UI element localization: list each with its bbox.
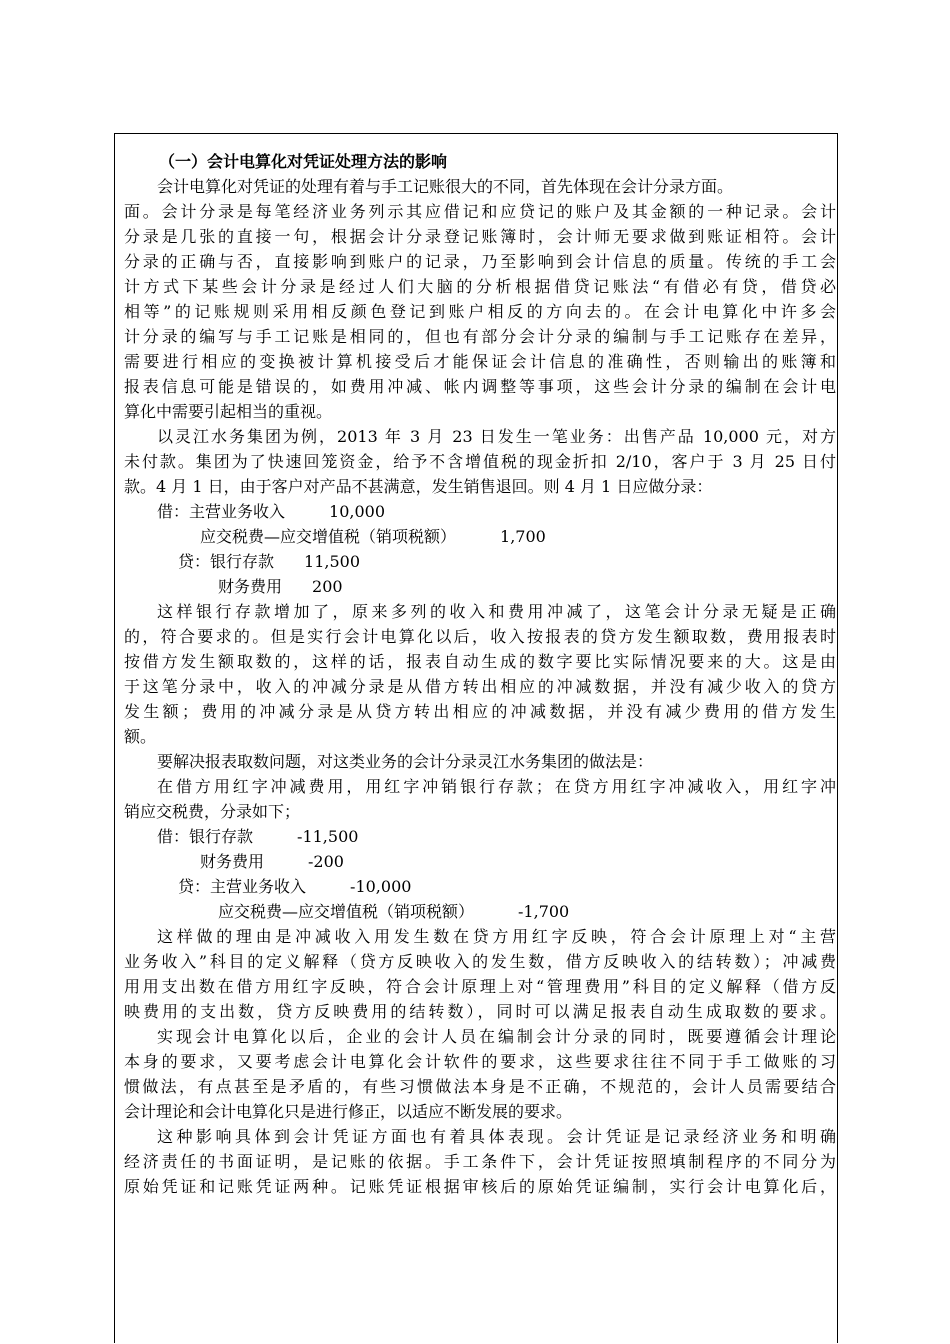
paragraph-line: 未付款。集团为了快速回笼资金，给予不含增值税的现金折扣 2/10，客户于 3 月 25 日付 [124, 452, 836, 471]
paragraph-line: 经济责任的书面证明，是记账的依据。手工条件下，会计凭证按照填制程序的不同分为 [124, 1152, 836, 1171]
account-name: 应交税费—应交增值税（销项税额） [200, 527, 457, 546]
journal-entry-line [157, 825, 358, 850]
account-name: 银行存款 [189, 827, 254, 846]
amount: -11,500 [297, 827, 359, 846]
paragraph-line: 映费用的支出数，贷方反映费用的结转数），同时可以满足报表自动生成取数的要求。 [124, 1002, 836, 1021]
paragraph-line: 算化中需要引起相当的重视。 [124, 402, 333, 421]
paragraph-line: 面。会计分录是每笔经济业务列示其应借记和应贷记的账户及其金额的一种记录。会计 [124, 202, 836, 221]
account-name: 财务费用 [200, 852, 265, 871]
paragraph-line: 分录的正确与否，直接影响到账户的记录，乃至影响到会计信息的质量。传统的手工会 [124, 252, 836, 271]
section-heading: （一）会计电算化对凭证处理方法的影响 [159, 152, 448, 171]
amount: -200 [308, 852, 344, 871]
journal-entry-line [218, 575, 343, 600]
paragraph-line: 款。4 月 1 日，由于客户对产品不甚满意，发生销售退回。则 4 月 1 日应做分录： [124, 477, 713, 496]
paragraph-line: 惯做法，有点甚至是矛盾的，有些习惯做法本身是不正确，不规范的，会计人员需要结合 [124, 1077, 836, 1096]
paragraph-line: 以灵江水务集团为例，2013 年 3 月 23 日发生一笔业务：出售产品 10,000 元，对方 [157, 427, 836, 446]
paragraph-line: 这样银行存款增加了，原来多列的收入和费用冲减了，这笔会计分录无疑是正确 [157, 602, 836, 621]
debit-label: 借： [157, 502, 190, 521]
journal-entry-line [178, 550, 360, 575]
paragraph-line: 要解决报表取数问题，对这类业务的会计分录灵江水务集团的做法是： [157, 752, 654, 771]
paragraph-line: 销应交税费，分录如下； [124, 802, 301, 821]
paragraph-line: 的，符合要求的。但是实行会计电算化以后，收入按报表的贷方发生额取数，费用报表时 [124, 627, 836, 646]
journal-entry-line [200, 525, 546, 550]
paragraph-line: 原始凭证和记账凭证两种。记账凭证根据审核后的原始凭证编制，实行会计电算化后， [124, 1177, 836, 1196]
account-name: 应交税费—应交增值税（销项税额） [218, 902, 475, 921]
amount: -1,700 [518, 902, 570, 921]
amount: 200 [312, 577, 343, 596]
amount: 11,500 [304, 552, 361, 571]
account-name: 主营业务收入 [210, 877, 307, 896]
paragraph-line: 用用支出数在借方用红字反映，符合会计原理上对“管理费用”科目的定义解释（借方反 [124, 977, 836, 996]
debit-label: 借： [157, 827, 190, 846]
credit-label: 贷： [178, 877, 211, 896]
paragraph-line: 相等”的记账规则采用相反颜色登记到账户相反的方向去的。在会计电算化中许多会 [124, 302, 836, 321]
amount: 10,000 [329, 502, 386, 521]
paragraph-line: 业务收入”科目的定义解释（贷方反映收入的发生数，借方反映收入的结转数）；冲减费 [124, 952, 836, 971]
journal-entry-line [157, 500, 385, 525]
account-name: 财务费用 [218, 577, 283, 596]
paragraph-line: 这样做的理由是冲减收入用发生数在贷方用红字反映，符合会计原理上对“主营 [157, 927, 836, 946]
paragraph-line: 于这笔分录中，收入的冲减分录是从借方转出相应的冲减数据，并没有减少收入的贷方 [124, 677, 836, 696]
account-name: 银行存款 [210, 552, 275, 571]
paragraph-line: 这种影响具体到会计凭证方面也有着具体表现。会计凭证是记录经济业务和明确 [157, 1127, 836, 1146]
paragraph-line: 本身的要求，又要考虑会计电算化会计软件的要求，这些要求往往不同于手工做账的习 [124, 1052, 836, 1071]
amount: 1,700 [500, 527, 546, 546]
paragraph-line: 额。 [124, 727, 157, 746]
credit-label: 贷： [178, 552, 211, 571]
journal-entry-line [218, 900, 569, 925]
paragraph-line: 按借方发生额取数的，这样的话，报表自动生成的数字要比实际情况要来的大。这是由 [124, 652, 836, 671]
paragraph-line: 计方式下某些会计分录是经过人们大脑的分析根据借贷记账法“有借必有贷，借贷必 [124, 277, 836, 296]
paragraph-line: 需要进行相应的变换被计算机接受后才能保证会计信息的准确性，否则输出的账簿和 [124, 352, 836, 371]
amount: -10,000 [350, 877, 412, 896]
paragraph-line: 会计理论和会计电算化只是进行修正，以适应不断发展的要求。 [124, 1102, 573, 1121]
journal-entry-line [200, 850, 344, 875]
journal-entry-line [178, 875, 411, 900]
paragraph-line: 报表信息可能是错误的，如费用冲减、帐内调整等事项，这些会计分录的编制在会计电 [124, 377, 836, 396]
paragraph-line: 计分录的编写与手工记账是相同的，但也有部分会计分录的编制与手工记账存在差异， [124, 327, 836, 346]
account-name: 主营业务收入 [189, 502, 286, 521]
paragraph-line: 实现会计电算化以后，企业的会计人员在编制会计分录的同时，既要遵循会计理论 [157, 1027, 836, 1046]
paragraph-line: 分录是几张的直接一句，根据会计分录登记账簿时，会计师无要求做到账证相符。会计 [124, 227, 836, 246]
paragraph-line: 发生额；费用的冲减分录是从贷方转出相应的冲减数据，并没有减少费用的借方发生 [124, 702, 836, 721]
paragraph-line: 在借方用红字冲减费用，用红字冲销银行存款；在贷方用红字冲减收入，用红字冲 [157, 777, 836, 796]
paragraph-line: 会计电算化对凭证的处理有着与手工记账很大的不同，首先体现在会计分录方面。 [157, 177, 734, 196]
